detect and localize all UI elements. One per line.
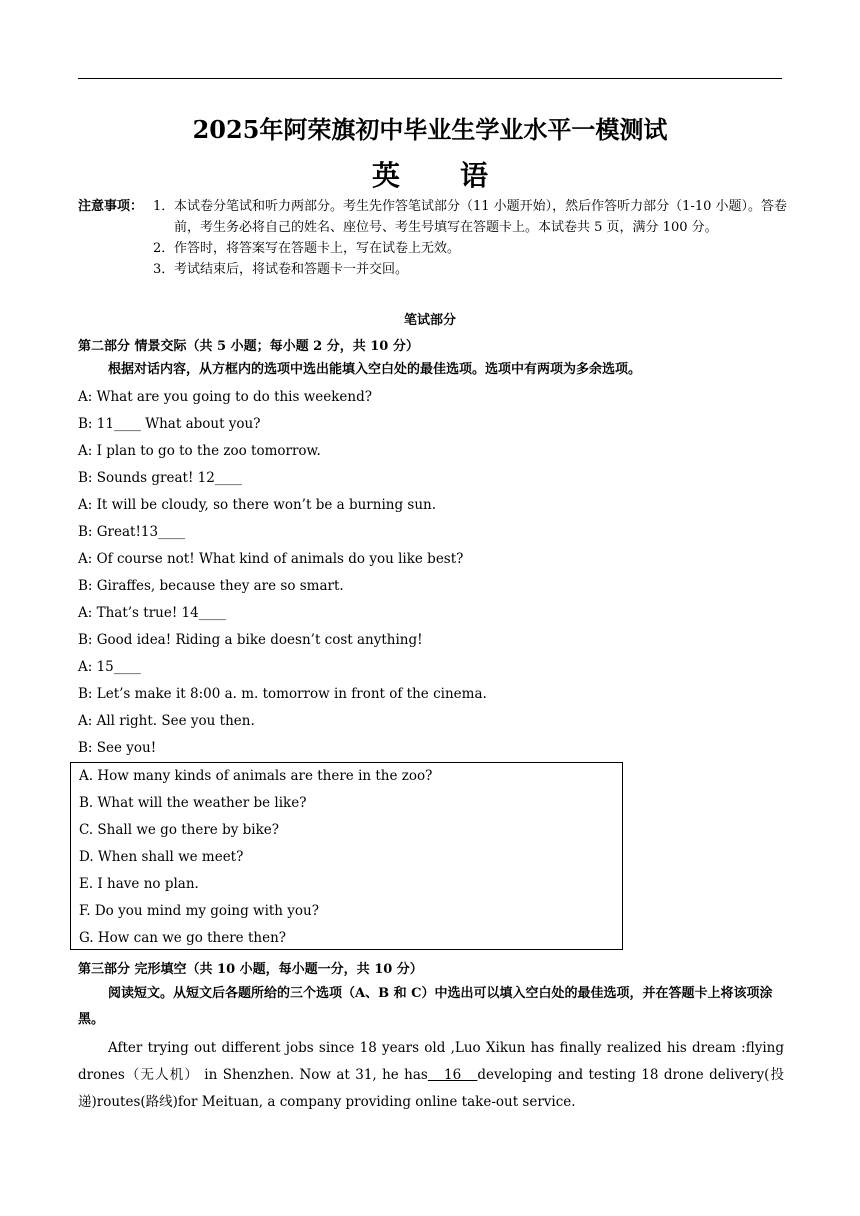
option-item: D. When shall we meet?	[79, 849, 244, 865]
exam-title: 2025年阿荣旗初中毕业生学业水平一模测试	[192, 115, 668, 144]
dialogue-line: B: Good idea! Riding a bike doesn’t cost anything!	[78, 632, 423, 648]
option-item: F. Do you mind my going with you?	[79, 903, 319, 919]
top-rule	[78, 78, 782, 79]
option-item: E. I have no plan.	[79, 876, 199, 892]
part3-instruction: 阅读短文。从短文后各题所给的三个选项（A、B 和 C）中选出可以填入空白处的最佳选项，并在答题卡上将该项涂黑。	[78, 986, 773, 1027]
dialogue-line: A: I plan to go to the zoo tomorrow.	[78, 443, 321, 459]
option-item: A. How many kinds of animals are there in the zoo?	[79, 768, 433, 784]
dialogue-line: B: Let’s make it 8:00 a. m. tomorrow in front of the cinema.	[78, 686, 487, 702]
dialogue-line: A: It will be cloudy, so there won’t be a burning sun.	[78, 497, 436, 513]
subject-char-1: 英	[371, 159, 400, 192]
dialogue-line: B: Giraffes, because they are so smart.	[78, 578, 344, 594]
dialogue-line: A: What are you going to do this weekend?	[78, 389, 373, 405]
passage-text-before: After trying out different jobs since 18 years old ,Luo Xikun has finally realized his dream :flying drones（无人机） in Shenzhen. Now at 31, he has	[78, 1040, 784, 1083]
dialogue-line: B: Great!13____	[78, 524, 186, 540]
option-item: C. Shall we go there by bike?	[79, 822, 280, 838]
subject-char-2: 语	[460, 159, 489, 192]
note-item-2: 2． 作答时，将答案写在答题卡上，写在试卷上无效。	[153, 241, 461, 256]
options-box	[70, 762, 623, 950]
passage-text-after: developing and testing 18 drone delivery(投递)routes(路线)for Meituan, a company providing online take-out service.	[78, 1067, 784, 1110]
dialogue-line: B: 11____ What about you?	[78, 416, 261, 432]
note-item-1: 1． 本试卷分笔试和听力两部分。考生先作答笔试部分（11 小题开始），然后作答听力部分（1-10 小题）。答卷前，考生务必将自己的姓名、座位号、考生号填写在答题卡上。本试卷共 5 页，满分 100 分。	[153, 199, 788, 235]
part2-instruction: 根据对话内容，从方框内的选项中选出能填入空白处的最佳选项。选项中有两项为多余选项。	[108, 362, 642, 377]
notes-section	[78, 196, 788, 280]
subject-title	[0, 154, 860, 194]
dialogue-line: B: Sounds great! 12____	[78, 470, 242, 486]
part2-heading: 第二部分 情景交际（共 5 小题；每小题 2 分，共 10 分）	[78, 339, 419, 354]
dialogue-line: A: 15____	[78, 659, 141, 675]
dialogue-line: A: Of course not! What kind of animals do you like best?	[78, 551, 464, 567]
written-part-heading: 笔试部分	[403, 313, 456, 328]
dialogue-line: A: That’s true! 14____	[78, 605, 226, 621]
dialogue-line: A: All right. See you then.	[78, 713, 255, 729]
part3-heading: 第三部分 完形填空（共 10 小题，每小题一分，共 10 分）	[78, 962, 423, 977]
dialogue	[78, 384, 778, 762]
notes-label: 注意事项：	[78, 199, 144, 214]
cloze-passage	[78, 1035, 784, 1116]
option-item: B. What will the weather be like?	[79, 795, 307, 811]
note-item-3: 3． 考试结束后，将试卷和答题卡一并交回。	[153, 262, 409, 277]
blank-16: 16	[427, 1067, 478, 1083]
dialogue-line: B: See you!	[78, 740, 157, 756]
option-item: G. How can we go there then?	[79, 930, 287, 946]
